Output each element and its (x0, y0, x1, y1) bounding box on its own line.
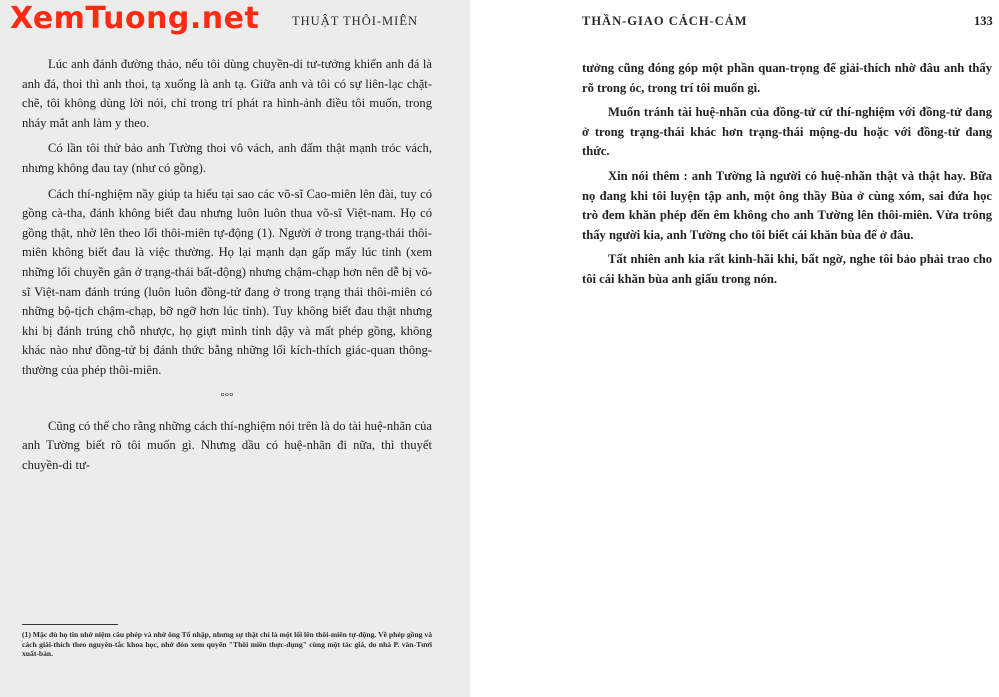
paragraph: Lúc anh đánh đường thảo, nếu tôi dùng chuyền-di tư-tưởng khiến anh đá là anh đá, thoi thì anh thoi, tạ xuống là anh tạ. Giữa anh và tôi có sự liên-lạc chặt-chẽ, tôi không dùng lời nói, chỉ trong trí phát ra hình-ảnh điều tôi muốn, trong nháy mắt anh làm y theo. (22, 57, 432, 130)
left-page-body (22, 55, 432, 481)
paragraph: Xin nói thêm : anh Tường là người có huệ-nhãn thật và thật hay. Bữa nọ đang khi tôi luyện tập anh, một ông thầy Bùa ở cùng xóm, sai đứa học trò đem khăn phép đến êm không cho anh Tường lên thôi-miên. Vừa trông thấy người kia, anh Tường cho tôi biết cái khăn bùa để ở đâu. (582, 168, 992, 242)
left-page (0, 0, 470, 697)
paragraph: tưởng cũng đóng góp một phần quan-trọng để giải-thích nhờ đâu anh thấy rõ trong óc, trong trí tôi muốn gì. (582, 61, 992, 95)
footnote-rule (22, 624, 118, 625)
paragraph: Cách thí-nghiệm nầy giúp ta hiểu tại sao các võ-sĩ Cao-miên lên đài, tuy có gồng cà-tha, đánh không biết đau nhưng luôn luôn thua võ-sĩ Việt-nam. Họ có gồng thật, nhờ lên theo lối thôi-miên tự-động (1). Người ở trong trạng-thái thôi-miên không biết đau là việc thường. Họ lại mạnh dạn gấp mấy lúc tỉnh (xem những lối chuyền gân ở trạng-thái bất-động) nhưng chậm-chạp hơn nên dễ bị võ-sĩ Việt-nam đánh trúng (luôn luôn đồng-tử đang ở trong trạng thái thôi-miên có những bộ-tịch chậm-chạp, bỡ ngỡ hơn lúc tỉnh). Tuy không biết đau thật nhưng khi bị đánh trúng chỗ nhược, họ giựt mình tỉnh dậy và mất phép gồng, không khác nào như đồng-tử bị đánh thức bằng những lối kích-thích giác-quan thông-thường của phép thôi-miên. (22, 186, 432, 377)
watermark-logo: XemTuong.net (10, 1, 260, 36)
paragraph: Tất nhiên anh kia rất kinh-hãi khi, bất ngờ, nghe tôi bảo phải trao cho tôi cái khăn bùa anh giấu trong nón. (582, 252, 992, 286)
paragraph: Có lần tôi thử bảo anh Tường thoi vô vách, anh đấm thật mạnh tróc vách, nhưng không đau tay (như có gồng). (22, 141, 432, 175)
footnote: (1) Mặc dù họ tin nhờ niệm câu phép và nhờ ông Tổ nhập, nhưng sự thật chỉ là một lối lên thôi-miên tự-động. Về phép gồng và cách giải-thích theo nguyên-tắc khoa học, nhớ đón xem quyển "Thôi miên thực-dụng" cùng một tác giả, do nhà P. văn-Tươi xuất-bản. (22, 630, 432, 659)
right-page (570, 0, 999, 350)
page-number: 133 (974, 14, 993, 28)
paragraph: Cũng có thể cho rằng những cách thí-nghiệm nói trên là do tài huệ-nhãn của anh Tường biết rõ tôi muốn gì. Nhưng dầu có huệ-nhãn đi nữa, thì thuyết chuyền-di tư- (22, 418, 432, 472)
section-separator: °°° (220, 390, 234, 403)
paragraph: Muốn tránh tài huệ-nhãn của đồng-tử cứ thí-nghiệm với đồng-tử đang ở trong trạng-thái khác hơn trạng-thái mộng-du hoặc với đồng-tử đang thức. (582, 105, 992, 159)
right-running-head: THẦN-GIAO CÁCH-CẢM (582, 14, 748, 28)
right-page-body (582, 59, 992, 295)
left-running-head: THUẬT THÔI-MIÊN (292, 14, 418, 28)
